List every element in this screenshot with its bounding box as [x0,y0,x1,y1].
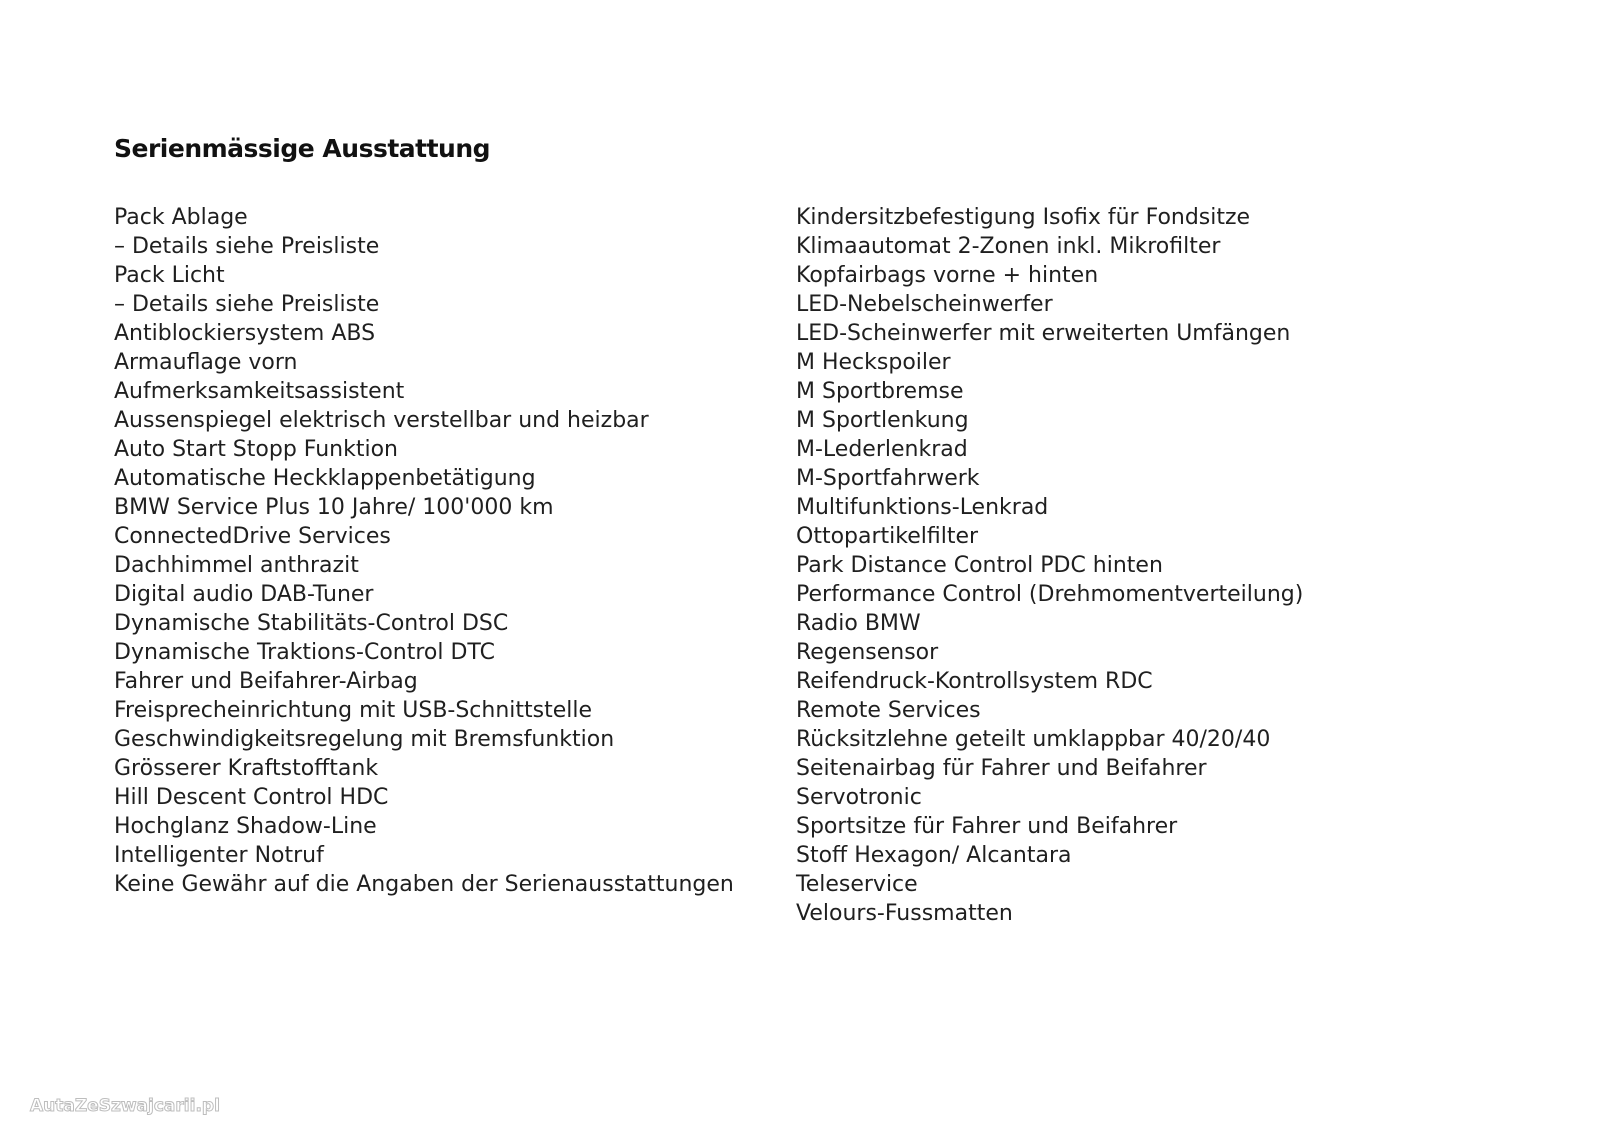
equipment-item: Multifunktions-Lenkrad [796,495,1049,520]
equipment-item: Dachhimmel anthrazit [114,553,359,578]
equipment-item: Seitenairbag für Fahrer und Beifahrer [796,756,1207,781]
page-title: Serienmässige Ausstattung [114,134,491,163]
equipment-list-right [796,203,1303,928]
equipment-item: M Sportlenkung [796,408,969,433]
equipment-item: Teleservice [796,872,918,897]
equipment-item: Fahrer und Beifahrer-Airbag [114,669,418,694]
equipment-item: Grösserer Kraftstofftank [114,756,379,781]
equipment-item: LED-Nebelscheinwerfer [796,292,1053,317]
equipment-item: Keine Gewähr auf die Angaben der Serienausstattungen [114,872,734,897]
equipment-item: Ottopartikelfilter [796,524,979,549]
equipment-item: Hochglanz Shadow-Line [114,814,377,839]
equipment-item: Antiblockiersystem ABS [114,321,376,346]
equipment-item: Pack Licht [114,263,225,288]
equipment-item: Intelligenter Notruf [114,843,324,868]
equipment-item: M Sportbremse [796,379,964,404]
equipment-item: Radio BMW [796,611,921,636]
equipment-item: – Details siehe Preisliste [114,234,380,259]
equipment-item: Stoff Hexagon/ Alcantara [796,843,1072,868]
equipment-item: Park Distance Control PDC hinten [796,553,1163,578]
equipment-item: Pack Ablage [114,205,248,230]
equipment-item: Performance Control (Drehmomentverteilung) [796,582,1304,607]
equipment-item: Hill Descent Control HDC [114,785,389,810]
equipment-item: Kopfairbags vorne + hinten [796,263,1099,288]
equipment-item: Kindersitzbefestigung Isofix für Fondsitze [796,205,1251,230]
equipment-item: M-Sportfahrwerk [796,466,980,491]
equipment-item: M-Lederlenkrad [796,437,968,462]
equipment-item: Aussenspiegel elektrisch verstellbar und heizbar [114,408,649,433]
equipment-item: BMW Service Plus 10 Jahre/ 100'000 km [114,495,554,520]
equipment-item: Freisprecheinrichtung mit USB-Schnittstelle [114,698,593,723]
equipment-item: Dynamische Traktions-Control DTC [114,640,495,665]
equipment-item: Aufmerksamkeitsassistent [114,379,405,404]
equipment-item: Klimaautomat 2-Zonen inkl. Mikrofilter [796,234,1221,259]
equipment-item: Remote Services [796,698,981,723]
equipment-item: – Details siehe Preisliste [114,292,380,317]
equipment-item: ConnectedDrive Services [114,524,391,549]
equipment-item: Regensensor [796,640,939,665]
equipment-item: LED-Scheinwerfer mit erweiterten Umfängen [796,321,1291,346]
equipment-list-left [114,203,734,899]
equipment-item: M Heckspoiler [796,350,951,375]
equipment-item: Armauflage vorn [114,350,298,375]
equipment-item: Sportsitze für Fahrer und Beifahrer [796,814,1178,839]
equipment-item: Geschwindigkeitsregelung mit Bremsfunktion [114,727,615,752]
watermark: AutaZeSzwajcarii.pl [30,1096,220,1116]
equipment-item: Digital audio DAB-Tuner [114,582,374,607]
equipment-item: Auto Start Stopp Funktion [114,437,399,462]
equipment-item: Automatische Heckklappenbetätigung [114,466,536,491]
equipment-item: Dynamische Stabilitäts-Control DSC [114,611,509,636]
equipment-item: Velours-Fussmatten [796,901,1013,926]
equipment-item: Servotronic [796,785,922,810]
equipment-item: Rücksitzlehne geteilt umklappbar 40/20/40 [796,727,1271,752]
equipment-item: Reifendruck-Kontrollsystem RDC [796,669,1153,694]
